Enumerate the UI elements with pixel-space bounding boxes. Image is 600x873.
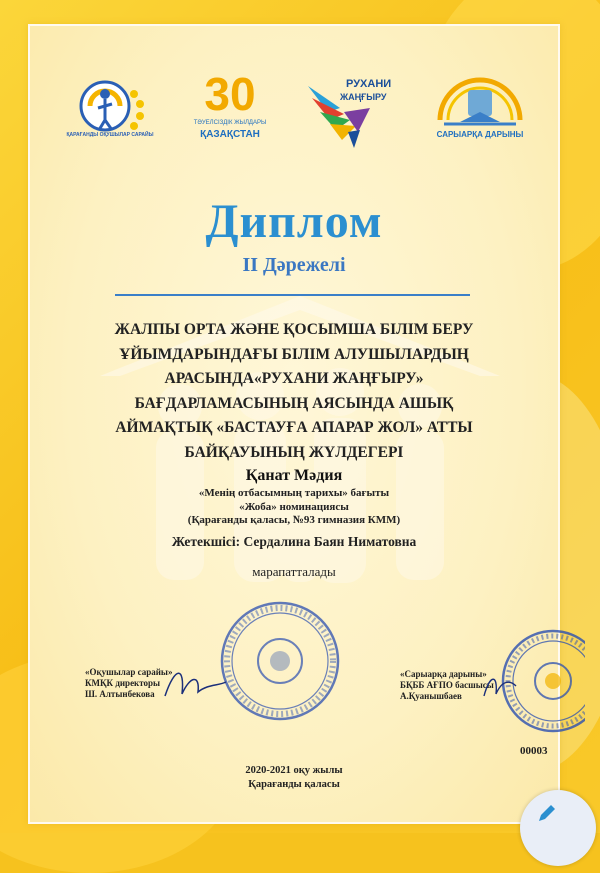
body-line: ЖАЛПЫ ОРТА ЖӘНЕ ҚОСЫМША БІЛІМ БЕРУ (114, 321, 474, 338)
logo3-line2: ЖАҢҒЫРУ (340, 92, 387, 102)
palace-logo (60, 68, 160, 158)
awarded-text: марапатталады (252, 564, 336, 579)
diploma-degree: II Дәрежелі (242, 254, 346, 276)
rukhani-zhangyru-logo (300, 68, 400, 158)
saryarka-daryny-logo (430, 68, 530, 158)
title-divider (115, 294, 470, 296)
body-line: БАҒДАРЛАМАСЫНЫҢ АЯСЫНДА АШЫҚ (134, 394, 454, 412)
logo2-caption-top: ТӘУЕЛСІЗДІК ЖЫЛДАРЫ (193, 120, 267, 126)
official-stamp-center (210, 596, 350, 726)
body-line: АРАСЫНДА«РУХАНИ ЖАҢҒЫРУ» (164, 370, 424, 387)
school-text: (Қарағанды қаласы, №93 гимназия КММ) (187, 514, 401, 526)
logos-row (30, 68, 558, 158)
footer (30, 764, 558, 792)
logo-number-30: 30 (204, 68, 256, 120)
diploma-title: Диплом (205, 195, 383, 248)
signature-left (160, 656, 230, 706)
signatory-left: «Оқушылар сарайы» КМҚК директоры Ш. Алтынбекова (85, 667, 173, 699)
body-line: БАЙҚАУЫНЫҢ ЖҮЛДЕГЕРІ (184, 443, 404, 461)
palace-logo-caption: ҚАРАҒАНДЫ ОҚУШЫЛАР САРАЙЫ (66, 132, 154, 138)
pencil-icon (536, 802, 558, 824)
recipient-name: Қанат Мәдия (245, 467, 343, 484)
body-line: АЙМАҚТЫҚ «БАСТАУҒА АПАРАР ЖОЛ» АТТЫ (115, 419, 473, 436)
signatory-right: «Сарыарқа дарыны» БҚББ АҒПО басшысы А.Қуанышбаев (400, 669, 494, 701)
logo3-line1: РУХАНИ (346, 78, 392, 90)
body-line: ҰЙЫМДАРЫНДАҒЫ БІЛІМ АЛУШЫЛАРДЫҢ (119, 345, 469, 363)
academic-year: 2020-2021 оқу жылы (245, 765, 343, 776)
nomination-text: «Жоба» номинациясы (239, 501, 349, 513)
supervisor-text: Жетекшісі: Сердалина Баян Ниматовна (171, 534, 417, 549)
edit-button[interactable] (520, 790, 596, 866)
direction-text: «Менің отбасымның тарихы» бағыты (198, 487, 390, 499)
city: Қарағанды қаласы (248, 779, 340, 790)
diploma-number: 00003 (520, 745, 548, 757)
diploma-sheet (28, 24, 560, 824)
signature-right (480, 666, 520, 706)
independence-30-logo (180, 68, 280, 158)
logo2-caption-bottom: ҚАЗАҚСТАН (200, 129, 260, 140)
logo4-caption: САРЫАРҚА ДАРЫНЫ (436, 130, 524, 139)
diploma-body (30, 318, 558, 465)
